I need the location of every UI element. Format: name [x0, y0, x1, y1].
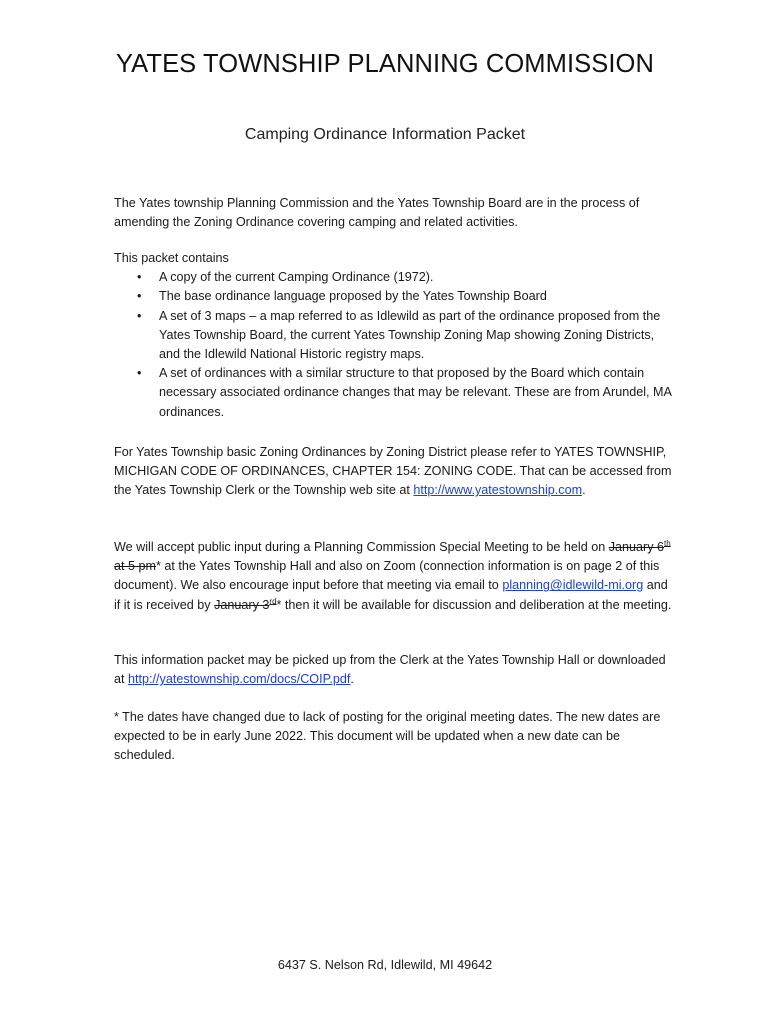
zoning-text-end: . [582, 483, 586, 498]
list-item: • A set of 3 maps – a map referred to as Idlewild as part of the ordinance proposed from the Yates Township Board, the current Yates Township Zoning Map showing Zoning Districts, and the Idlewild National Historic registry maps. [114, 307, 674, 365]
packet-pdf-link[interactable]: http://yatestownship.com/docs/COIP.pdf [128, 672, 351, 687]
input-text-part2: * at the Yates Township Hall and also on Zoom (connection information is on page 2 of this document). We also encourage input before that meeting via email to [114, 559, 660, 593]
date-change-note [114, 708, 674, 766]
document-subtitle: Camping Ordinance Information Packet [244, 126, 526, 143]
public-input-paragraph [114, 538, 674, 615]
list-item: • The base ordinance language proposed by the Yates Township Board [114, 287, 674, 306]
struck-deadline-date: January 3rd [214, 596, 277, 612]
intro-paragraph [114, 194, 674, 232]
zoning-text [114, 443, 674, 501]
list-item: • A set of ordinances with a similar structure to that proposed by the Board which contain necessary associated ordinance changes that may be relevant. These are from Arundel, MA ordinances. [114, 364, 674, 422]
struck-meeting-date: January 6th at 5 pm [114, 539, 671, 574]
list-item: • A copy of the current Camping Ordinance (1972). [114, 268, 674, 287]
zoning-paragraph [114, 443, 674, 501]
note-text: * The dates have changed due to lack of posting for the original meeting dates. The new dates are expected to be in early June 2022. This document will be updated when a new date can be scheduled. [114, 710, 661, 763]
footer-address: 6437 S. Nelson Rd, Idlewild, MI 49642 [277, 958, 493, 972]
contents-list [114, 268, 674, 422]
input-text-part3: and if it is received by [114, 578, 668, 612]
document-title: YATES TOWNSHIP PLANNING COMMISSION [115, 50, 655, 78]
contents-heading: This packet contains [114, 251, 229, 265]
pickup-text-end: . [350, 672, 354, 687]
pickup-text-body: This information packet may be picked up from the Clerk at the Yates Township Hall or downloaded at [114, 653, 666, 687]
pickup-text [114, 651, 674, 689]
input-text-part1: We will accept public input during a Planning Commission Special Meeting to be held on [114, 540, 609, 554]
intro-text: The Yates township Planning Commission and the Yates Township Board are in the process of amending the Zoning Ordinance covering camping and related activities. [114, 196, 640, 230]
township-website-link[interactable]: http://www.yatestownship.com [413, 483, 583, 498]
pickup-paragraph [114, 651, 674, 689]
public-input-text [114, 538, 674, 615]
planning-email-link[interactable]: planning@idlewild-mi.org [502, 578, 644, 593]
zoning-text-body: For Yates Township basic Zoning Ordinances by Zoning District please refer to YATES TOWNSHIP, MICHIGAN CODE OF ORDINANCES, CHAPTER 154: ZONING CODE. That can be accessed from the Yates Township Clerk or the Township web site at [114, 445, 672, 498]
input-text-part4: * then it will be available for discussion and deliberation at the meeting. [276, 597, 672, 612]
contents-section [114, 249, 674, 422]
